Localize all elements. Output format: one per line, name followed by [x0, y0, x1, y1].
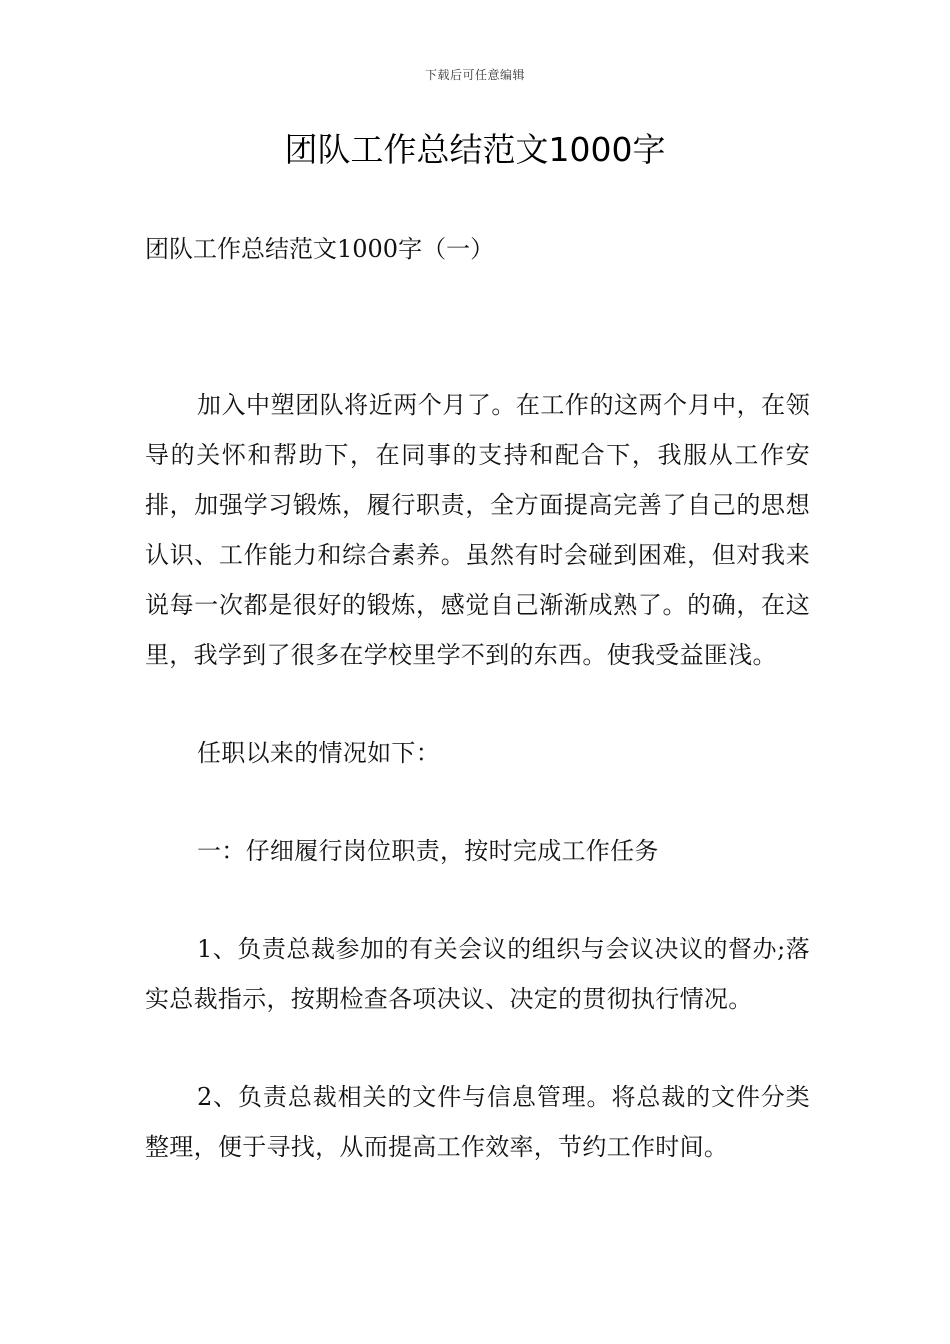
spacer: [145, 680, 810, 728]
paragraph-situation: 任职以来的情况如下：: [197, 739, 440, 767]
spacer: [145, 1024, 810, 1072]
section-subtitle: 团队工作总结范文1000字（一）: [145, 235, 495, 263]
document-title: 团队工作总结范文1000字: [284, 130, 666, 169]
header-note: 下载后可任意编辑: [424, 68, 525, 82]
paragraph-heading-one: 一：仔细履行岗位职责，按时完成工作任务: [197, 837, 659, 865]
spacer: [145, 778, 810, 826]
spacer: [145, 274, 810, 380]
document-body: [145, 224, 810, 1172]
spacer: [145, 876, 810, 924]
paragraph-item-1: 1、负责总裁参加的有关会议的组织与会议决议的督办;落实总裁指示，按期检查各项决议、决定的贯彻执行情况。: [145, 935, 810, 1013]
paragraph-intro: 加入中塑团队将近两个月了。在工作的这两个月中，在领导的关怀和帮助下，在同事的支持和配合下，我服从工作安排，加强学习锻炼，履行职责，全方面提高完善了自己的思想认识、工作能力和综合素养。虽然有时会碰到困难，但对我来说每一次都是很好的锻炼，感觉自己渐渐成熟了。的确，在这里，我学到了很多在学校里学不到的东西。使我受益匪浅。: [145, 391, 810, 669]
paragraph-item-2: 2、负责总裁相关的文件与信息管理。将总裁的文件分类整理，便于寻找，从而提高工作效率，节约工作时间。: [145, 1083, 810, 1161]
